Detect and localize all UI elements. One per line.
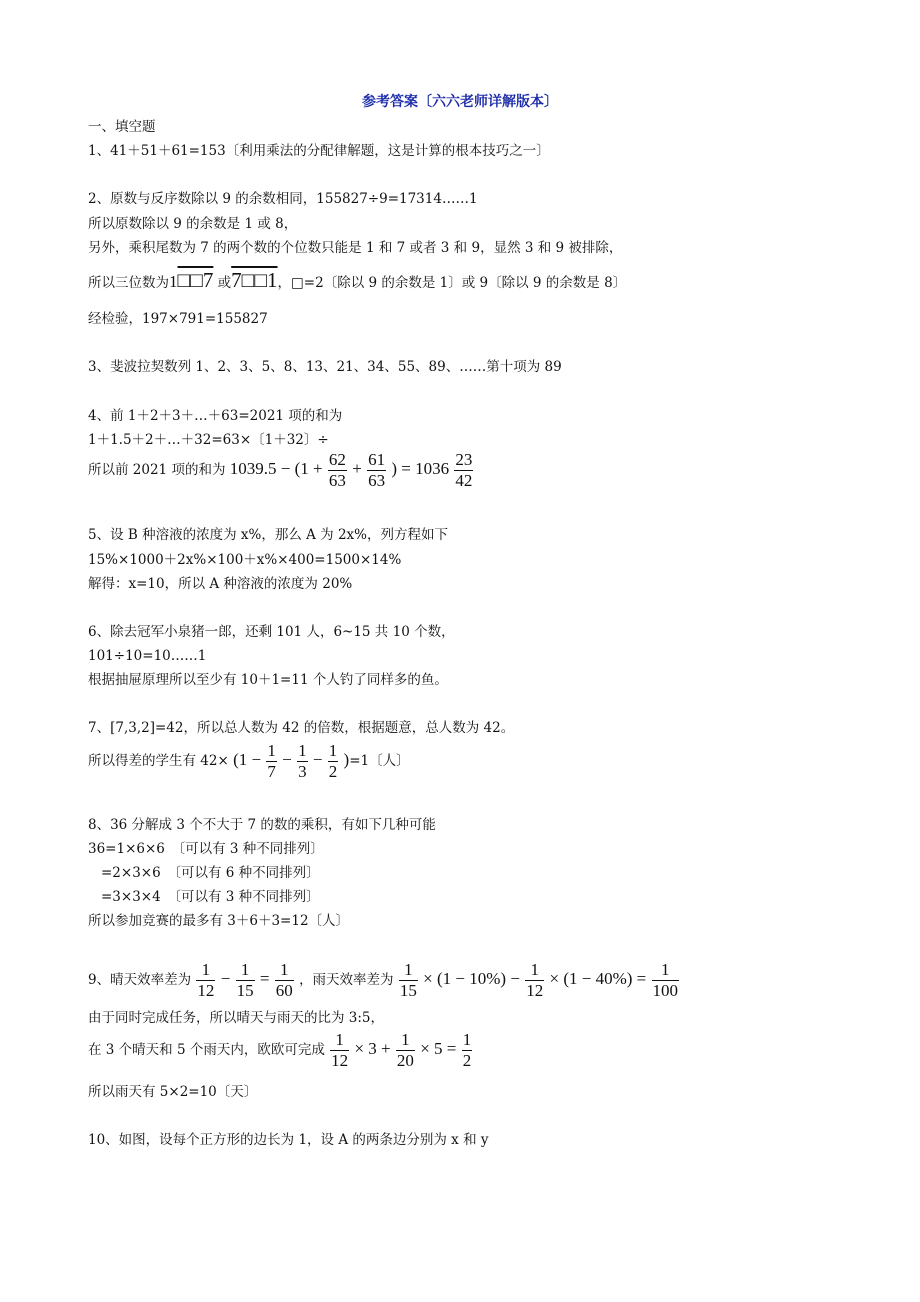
fraction: $\frac{1}{7}$ (267, 741, 276, 781)
answer-7-line-1: 7、[7,3,2]=42，所以总人数为 42 的倍数，根据题意，总人数为 42。 (88, 720, 515, 736)
fraction: $\frac{1}{12}$ (331, 1030, 349, 1070)
answer-2-line-5: 经检验，197×791=155827 (88, 311, 268, 327)
answer-6-line-1: 6、除去冠军小泉猪一郎，还剩 101 人，6~15 共 10 个数， (88, 624, 455, 640)
answer-8-line-1: 8、36 分解成 3 个不大于 7 的数的乘积，有如下几种可能 (88, 817, 436, 833)
answer-9-line-4: 所以雨天有 5×2=10〔天〕 (88, 1084, 258, 1100)
section-heading: 一、填空题 (88, 119, 156, 135)
fraction: $\frac{1}{3}$ (298, 741, 307, 781)
fraction: $\frac{1}{2}$ (462, 1030, 472, 1070)
answer-5-line-2: 15%×1000＋2x%×100＋x%×400=1500×14% (88, 552, 402, 568)
fraction: $\frac{1}{2}$ (328, 741, 338, 781)
number-7bb1: 7□□1 (231, 268, 278, 292)
answer-3: 3、斐波拉契数列 1、2、3、5、8、13、21、34、55、89、……第十项为 89 (88, 359, 562, 375)
answer-6-line-3: 根据抽屉原理所以至少有 10＋1=11 个人钓了同样多的鱼。 (88, 672, 448, 688)
fraction: $\frac{1}{12}$ (197, 960, 215, 1000)
answer-4-line-1: 4、前 1＋2＋3＋…＋63=2021 项的和为 (88, 408, 343, 424)
answer-7-line-2: 所以得差的学生有 42× (1 − $\frac{1}{7}$ − $\frac{1}{3}$ − $\frac{1}{2}$ )=1〔人〕 (88, 741, 410, 781)
fraction: $\frac{1}{15}$ (236, 960, 254, 1000)
page-title: 参考答案〔六六老师详解版本〕 (362, 94, 558, 110)
fraction: $\frac{1}{20}$ (396, 1030, 414, 1070)
answer-9-line-3: 在 3 个晴天和 5 个雨天内，欧欧可完成 $\frac{1}{12}$ × 3 + $\frac{1}{20}$ × 5 = $\frac{1}{2}$ (88, 1030, 472, 1070)
answer-2-line-4: 所以三位数为1□□7 或7□□1，□=2〔除以 9 的余数是 1〕或 9〔除以 9 的余数是 8〕 (88, 268, 627, 292)
fraction: $\frac{1}{12}$ (526, 960, 544, 1000)
answer-8-line-2: 36=1×6×6 〔可以有 3 种不同排列〕 (88, 841, 324, 857)
fraction: $\frac{62}{63}$ (328, 450, 346, 490)
answer-4-line-3: 所以前 2021 项的和为 1039.5 − (1 + $\frac{62}{63}$ + $\frac{61}{63}$ ) = 1036 $\frac{23}{42}$ (88, 450, 473, 490)
answer-8-line-5: 所以参加竞赛的最多有 3＋6＋3=12〔人〕 (88, 913, 350, 929)
answer-1: 1、41＋51＋61=153〔利用乘法的分配律解题，这是计算的根本技巧之一〕 (88, 143, 550, 159)
answer-8-line-3: =2×3×6 〔可以有 6 种不同排列〕 (101, 865, 320, 881)
fraction: $\frac{23}{42}$ (455, 450, 473, 490)
answer-2-line-2: 所以原数除以 9 的余数是 1 或 8， (88, 216, 298, 232)
fraction: $\frac{1}{60}$ (275, 960, 293, 1000)
answer-5-line-1: 5、设 B 种溶液的浓度为 x%，那么 A 为 2x%，列方程如下 (88, 527, 448, 543)
answer-6-line-2: 101÷10=10……1 (88, 648, 207, 664)
fraction: $\frac{1}{15}$ (399, 960, 417, 1000)
answer-10: 10、如图，设每个正方形的边长为 1，设 A 的两条边分别为 x 和 y (88, 1132, 489, 1148)
answer-2-line-1: 2、原数与反序数除以 9 的余数相同，155827÷9=17314……1 (88, 191, 478, 207)
answer-9-line-2: 由于同时完成任务，所以晴天与雨天的比为 3:5， (88, 1010, 385, 1026)
answer-4-line-2: 1＋1.5＋2＋…＋32=63×〔1＋32〕÷ (88, 432, 329, 448)
answer-2-line-3: 另外，乘积尾数为 7 的两个数的个位数只能是 1 和 7 或者 3 和 9，显然 3 和 9 被排除， (88, 240, 623, 256)
answer-5-line-3: 解得：x=10，所以 A 种溶液的浓度为 20% (88, 576, 353, 592)
fraction: $\frac{1}{100}$ (652, 960, 679, 1000)
answer-9-line-1: 9、晴天效率差为 $\frac{1}{12}$ − $\frac{1}{15}$ = $\frac{1}{60}$ ，雨天效率差为 $\frac{1}{15}$ × (1 − 10%) − $\frac{1}{12}$ × (1 − 40%) = $\frac{1}{100}$ (88, 960, 679, 1000)
number-1bb7: 1□□7 (169, 268, 214, 292)
fraction: $\frac{61}{63}$ (368, 450, 386, 490)
answer-8-line-4: =3×3×4 〔可以有 3 种不同排列〕 (101, 889, 320, 905)
